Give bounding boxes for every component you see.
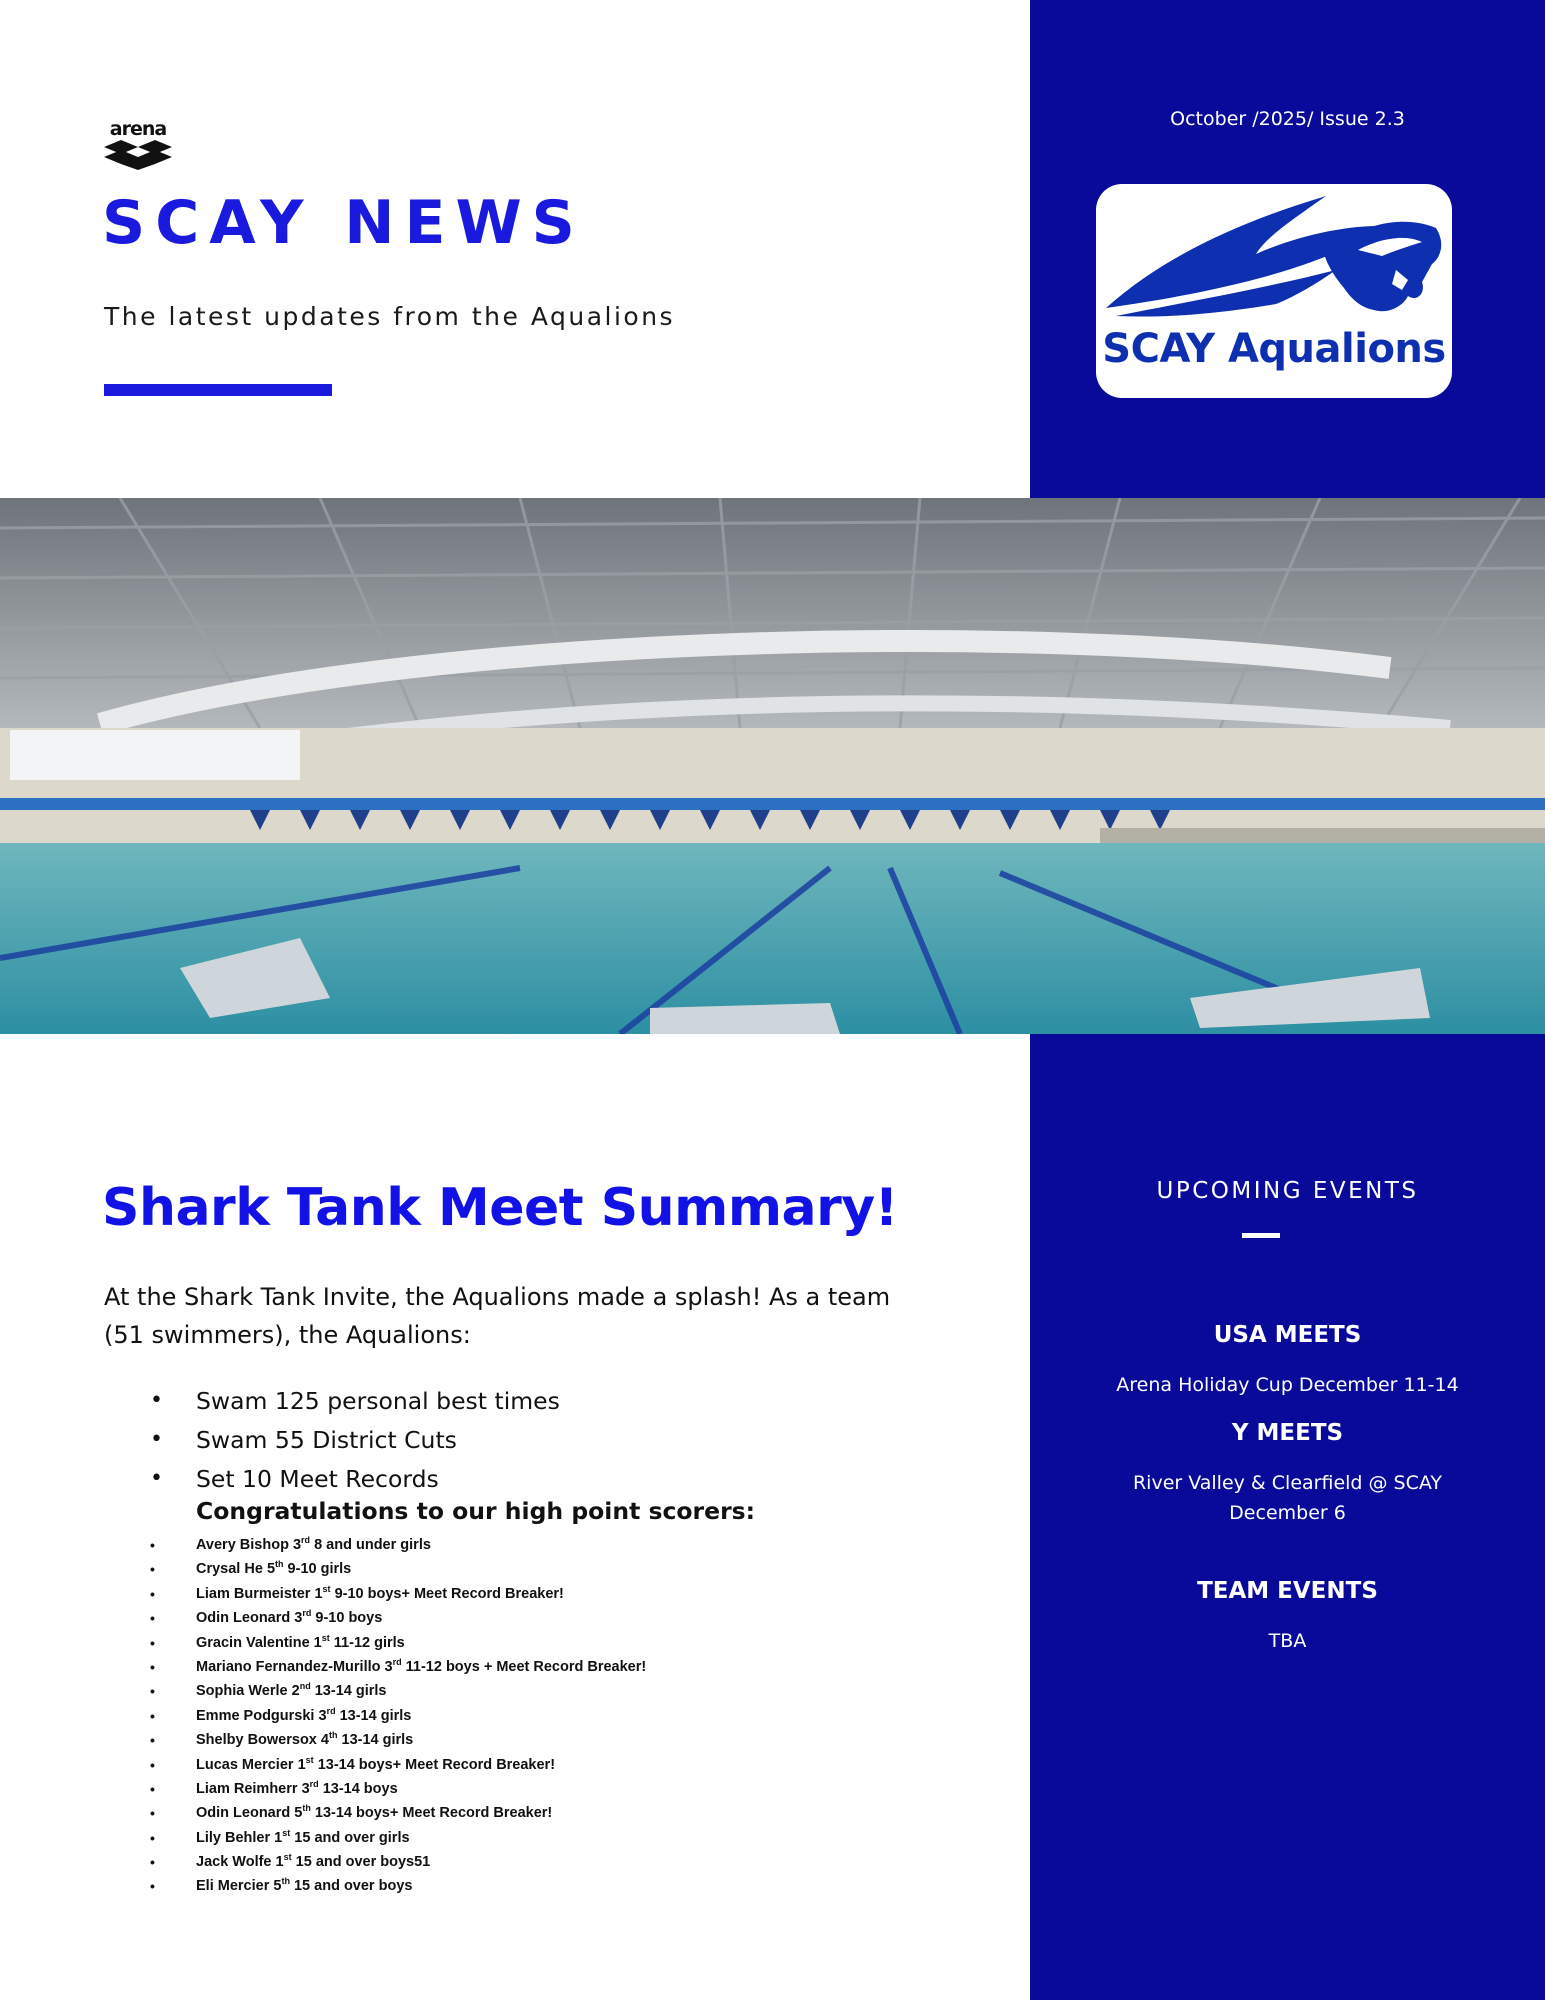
scorer-place: 1 [314,1585,323,1602]
high-point-scorers-list [150,1533,646,1899]
scorer-detail: 13-14 girls [339,1707,412,1724]
place-suffix: st [282,1827,291,1838]
scorer-place: 3 [301,1780,310,1797]
place-suffix: nd [299,1681,311,1692]
place-suffix: st [321,1632,330,1643]
place-suffix: st [305,1754,314,1765]
newsletter-title: SCAY NEWS [102,188,585,258]
scorers-heading: Congratulations to our high point scorers: [196,1497,756,1525]
list-item: • Swam 55 District Cuts [150,1421,560,1460]
scorer-item [150,1801,646,1825]
place-suffix: rd [392,1657,402,1668]
team-stats-list [150,1382,560,1499]
scorer-detail: 13-14 boys [322,1780,398,1797]
place-suffix: st [322,1583,331,1594]
arena-brand-logo [102,118,174,170]
scorer-detail: 8 and under girls [314,1537,431,1553]
scorer-item [150,1850,646,1874]
scorer-item [150,1557,646,1581]
place-suffix: rd [326,1705,336,1716]
scorer-name: Emme Podgurski [196,1707,315,1724]
scorer-name: Eli Mercier [196,1878,270,1895]
logo-wordmark: SCAY Aqualions [1102,326,1446,372]
scorer-item [150,1728,646,1752]
usa-meet-item: Arena Holiday Cup December 11-14 [1116,1374,1459,1396]
y-meets-heading: Y MEETS [1231,1420,1344,1446]
scorer-detail: 13-14 boys+ Meet Record Breaker! [317,1756,556,1773]
scorer-place: 5 [266,1561,276,1578]
scorer-item [150,1582,646,1606]
scorer-place: 5 [273,1878,282,1895]
scorer-item [150,1777,646,1801]
newsletter-tagline: The latest updates from the Aqualions [104,302,676,331]
usa-meets-heading: USA MEETS [1213,1322,1362,1348]
scorer-item [150,1874,646,1898]
scorer-item [150,1679,646,1703]
scorer-name: Avery Bishop [196,1537,289,1553]
scorer-name: Lucas Mercier [196,1756,294,1773]
scorer-detail: 15 and over boys [293,1878,413,1895]
place-suffix: rd [301,1535,311,1546]
diamond-icon [104,140,172,170]
place-suffix: st [283,1852,292,1863]
scorer-detail: 11-12 boys + Meet Record Breaker! [405,1658,647,1675]
article-intro: At the Shark Tank Invite, the Aqualions made a splash! As a team (51 swimmers), the Aqualions: [104,1283,891,1349]
team-event-item: TBA [1268,1630,1307,1652]
scorer-name: Mariano Fernandez-Murillo [196,1658,381,1675]
scorer-name: Sophia Werle [196,1683,288,1700]
scorer-place: 3 [292,1537,302,1553]
scorer-item [150,1704,646,1728]
scorer-place: 3 [384,1658,393,1675]
scorer-place: 1 [313,1634,322,1651]
scorer-detail: 9-10 boys+ Meet Record Breaker! [334,1585,564,1602]
scorer-item [150,1606,646,1630]
scorer-place: 3 [294,1610,303,1627]
list-item: • Set 10 Meet Records [150,1460,560,1499]
scorer-item [150,1631,646,1655]
title-divider [104,384,332,396]
scorer-detail: 15 and over boys51 [295,1854,431,1871]
events-title: UPCOMING EVENTS [1156,1178,1419,1204]
y-meet-date: December 6 [1229,1502,1346,1524]
scorer-name: Liam Burmeister [196,1585,311,1602]
scorer-place: 5 [294,1805,303,1822]
place-suffix: th [281,1876,290,1887]
place-suffix: rd [302,1608,312,1619]
scorer-name: Shelby Bowersox [196,1732,317,1749]
pool-photo [0,498,1545,1034]
scorer-name: Crysal He [196,1561,263,1578]
scorer-name: Jack Wolfe [196,1854,272,1871]
scorer-detail: 13-14 girls [314,1683,387,1700]
scorer-detail: 11-12 girls [333,1634,405,1651]
scorer-place: 1 [274,1829,283,1846]
scorer-name: Odin Leonard [196,1610,291,1627]
scorer-item [150,1826,646,1850]
team-logo [1096,184,1452,398]
scorer-place: 2 [291,1683,300,1700]
scorer-place: 1 [275,1854,284,1871]
scorer-name: Gracin Valentine [196,1634,310,1651]
place-suffix: th [328,1730,338,1741]
place-suffix: th [302,1803,311,1814]
scorer-detail: 13-14 girls [341,1732,414,1749]
scorer-item [150,1753,646,1777]
scorer-detail: 13-14 boys+ Meet Record Breaker! [314,1805,553,1822]
brand-wordmark: arena [109,118,167,140]
scorer-detail: 15 and over girls [294,1829,410,1846]
scorer-detail: 9-10 girls [287,1561,352,1578]
scorer-item [150,1655,646,1679]
issue-line: October /2025/ Issue 2.3 [1170,108,1405,130]
scorer-name: Odin Leonard [196,1805,291,1822]
list-item: • Swam 125 personal best times [150,1382,560,1421]
scorer-name: Liam Reimherr [196,1780,298,1797]
scorer-item [150,1533,646,1557]
events-divider [1242,1233,1280,1238]
place-suffix: th [275,1559,284,1570]
place-suffix: rd [309,1779,319,1790]
team-events-heading: TEAM EVENTS [1197,1578,1378,1604]
scorer-place: 4 [320,1732,329,1749]
article-headline: Shark Tank Meet Summary! [102,1178,898,1238]
scorer-place: 3 [318,1707,327,1724]
scorer-name: Lily Behler [196,1829,271,1846]
scorer-detail: 9-10 boys [315,1610,383,1627]
y-meet-item: River Valley & Clearfield @ SCAY [1132,1472,1443,1494]
scorer-place: 1 [297,1756,306,1773]
